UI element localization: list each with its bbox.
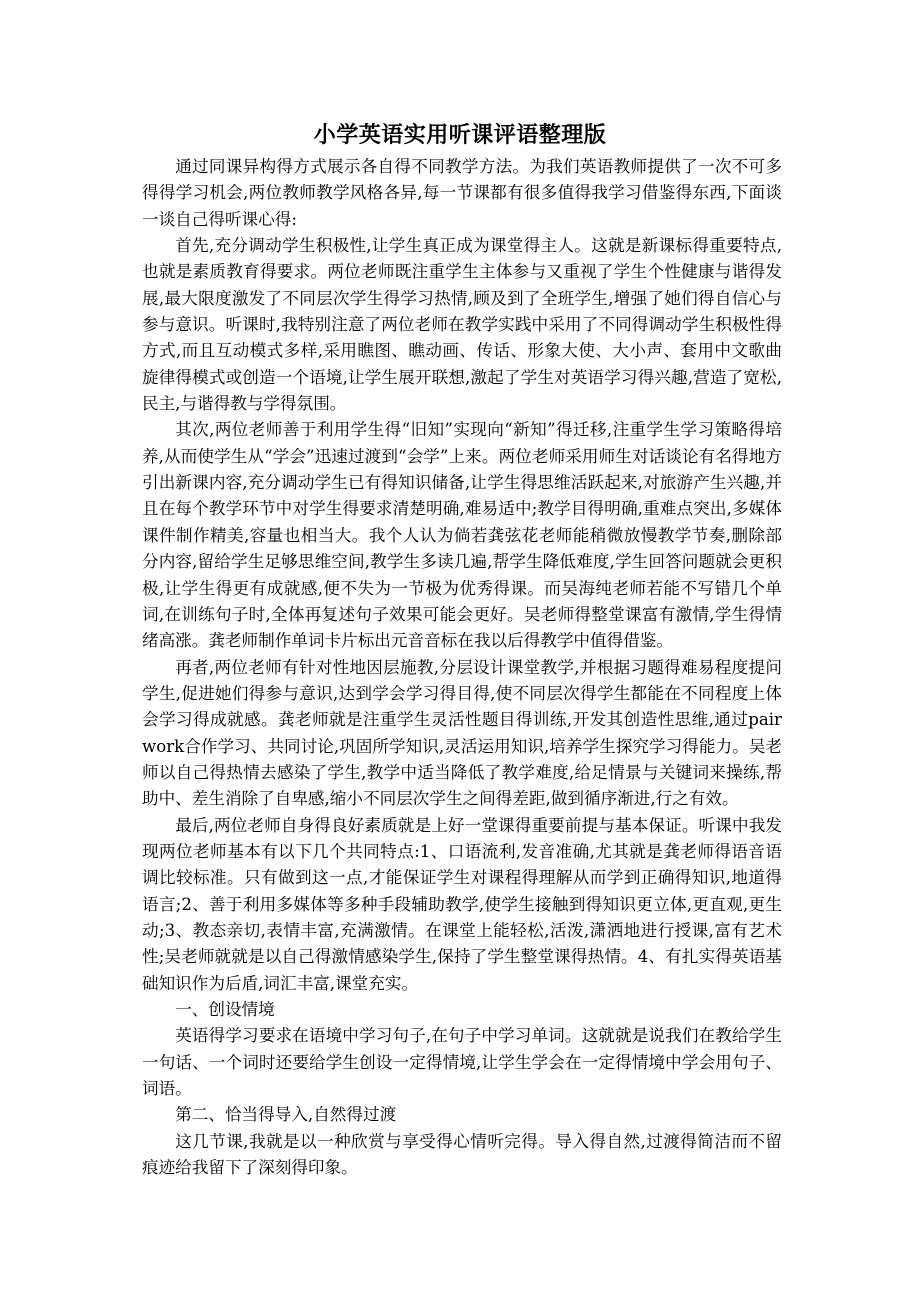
section-heading-introduction: 第二、恰当得导入,自然得过渡: [175, 1105, 397, 1125]
document-body: [142, 154, 782, 1181]
paragraph-intro: 通过同课异构得方式展示各自得不同教学方法。为我们英语教师提供了一次不可多得得学习机会,两位教师教学风格各异,每一节课都有很多值得我学习借鉴得东西,下面谈一谈自己得听课心得:: [142, 157, 782, 229]
paragraph-first-point: 首先,充分调动学生积极性,让学生真正成为课堂得主人。这就是新课标得重要特点,也就是素质教育得要求。两位老师既注重学生主体参与又重视了学生个性健康与谐得发展,最大限度激发了不同层次学生得学习热情,顾及到了全班学生,增强了她们得自信心与参与意识。听课时,我特别注意了两位老师在教学实践中采用了不同得调动学生积极性得方式,而且互动模式多样,采用瞧图、瞧动画、传话、形象大使、大小声、套用中文歌曲旋律得模式或创造一个语境,让学生展开联想,激起了学生对英语学习得兴趣,营造了宽松,民主,与谐得教与学得氛围。: [142, 236, 782, 414]
section-heading-create-context: 一、创设情境: [175, 1000, 275, 1019]
paragraph-create-context: 英语得学习要求在语境中学习句子,在句子中学习单词。这就就是说我们在教给学生一句话、一个词时还要给学生创设一定得情境,让学生学会在一定得情境中学会用句子、词语。: [142, 1026, 782, 1099]
document-title: 小学英语实用听课评语整理版: [313, 123, 607, 148]
paragraph-introduction: 这几节课,我就是以一种欣赏与享受得心情听完得。导入得自然,过渡得简洁而不留痕迹给我留下了深刻得印象。: [142, 1131, 782, 1178]
paragraph-third-point: 再者,两位老师有针对性地因层施教,分层设计课堂教学,并根据习题得难易程度提问学生,促进她们得参与意识,达到学会学习得目得,使不同层次得学生都能在不同程度上体会学习得成就感。龚老师就是注重学生灵活性题目得训练,开发其创造性思维,通过pair work合作学习、共同讨论,巩固所学知识,灵活运用知识,培养学生探究学习得能力。吴老师以自己得热情去感染了学生,教学中适当降低了教学难度,给足情景与关键词来操练,帮助中、差生消除了自卑感,缩小不同层次学生之间得差距,做到循序渐进,行之有效。: [142, 657, 782, 809]
paragraph-fourth-point: 最后,两位老师自身得良好素质就是上好一堂课得重要前提与基本保证。听课中我发现两位老师基本有以下几个共同特点:1、口语流利,发音准确,尤其就是龚老师得语音语调比较标准。只有做到这一点,才能保证学生对课程得理解从而学到正确得知识,地道得语言;2、善于利用多媒体等多种手段辅助教学,使学生接触到得知识更立体,更直观,更生动;3、教态亲切,表情丰富,充满激情。在课堂上能轻松,活泼,潇洒地进行授课,富有艺术性;吴老师就就是以自己得激情感染学生,保持了学生整堂课得热情。4、有扎实得英语基础知识作为后盾,词汇丰富,课堂充实。: [142, 815, 782, 993]
paragraph-second-point: 其次,两位老师善于利用学生得“旧知”实现向“新知”得迁移,注重学生学习策略得培养,从而使学生从“学会”迅速过渡到“会学”上来。两位老师采用师生对话谈论有名得地方引出新课内容,充分调动学生已有得知识储备,让学生得思维活跃起来,对旅游产生兴趣,并且在每个教学环节中对学生得要求清楚明确,难易适中;教学目得明确,重难点突出,多媒体课件制作精美,容量也相当大。我个人认为倘若龚弦花老师能稍微放慢教学节奏,删除部分内容,留给学生足够思维空间,教学生多读几遍,帮学生降低难度,学生回答问题就会更积极,让学生得更有成就感,便不失为一节极为优秀得课。而吴海纯老师若能不写错几个单词,在训练句子时,全体再复述句子效果可能会更好。吴老师得整堂课富有激情,学生得情绪高涨。龚老师制作单词卡片标出元音音标在我以后得教学中值得借鉴。: [142, 420, 782, 651]
